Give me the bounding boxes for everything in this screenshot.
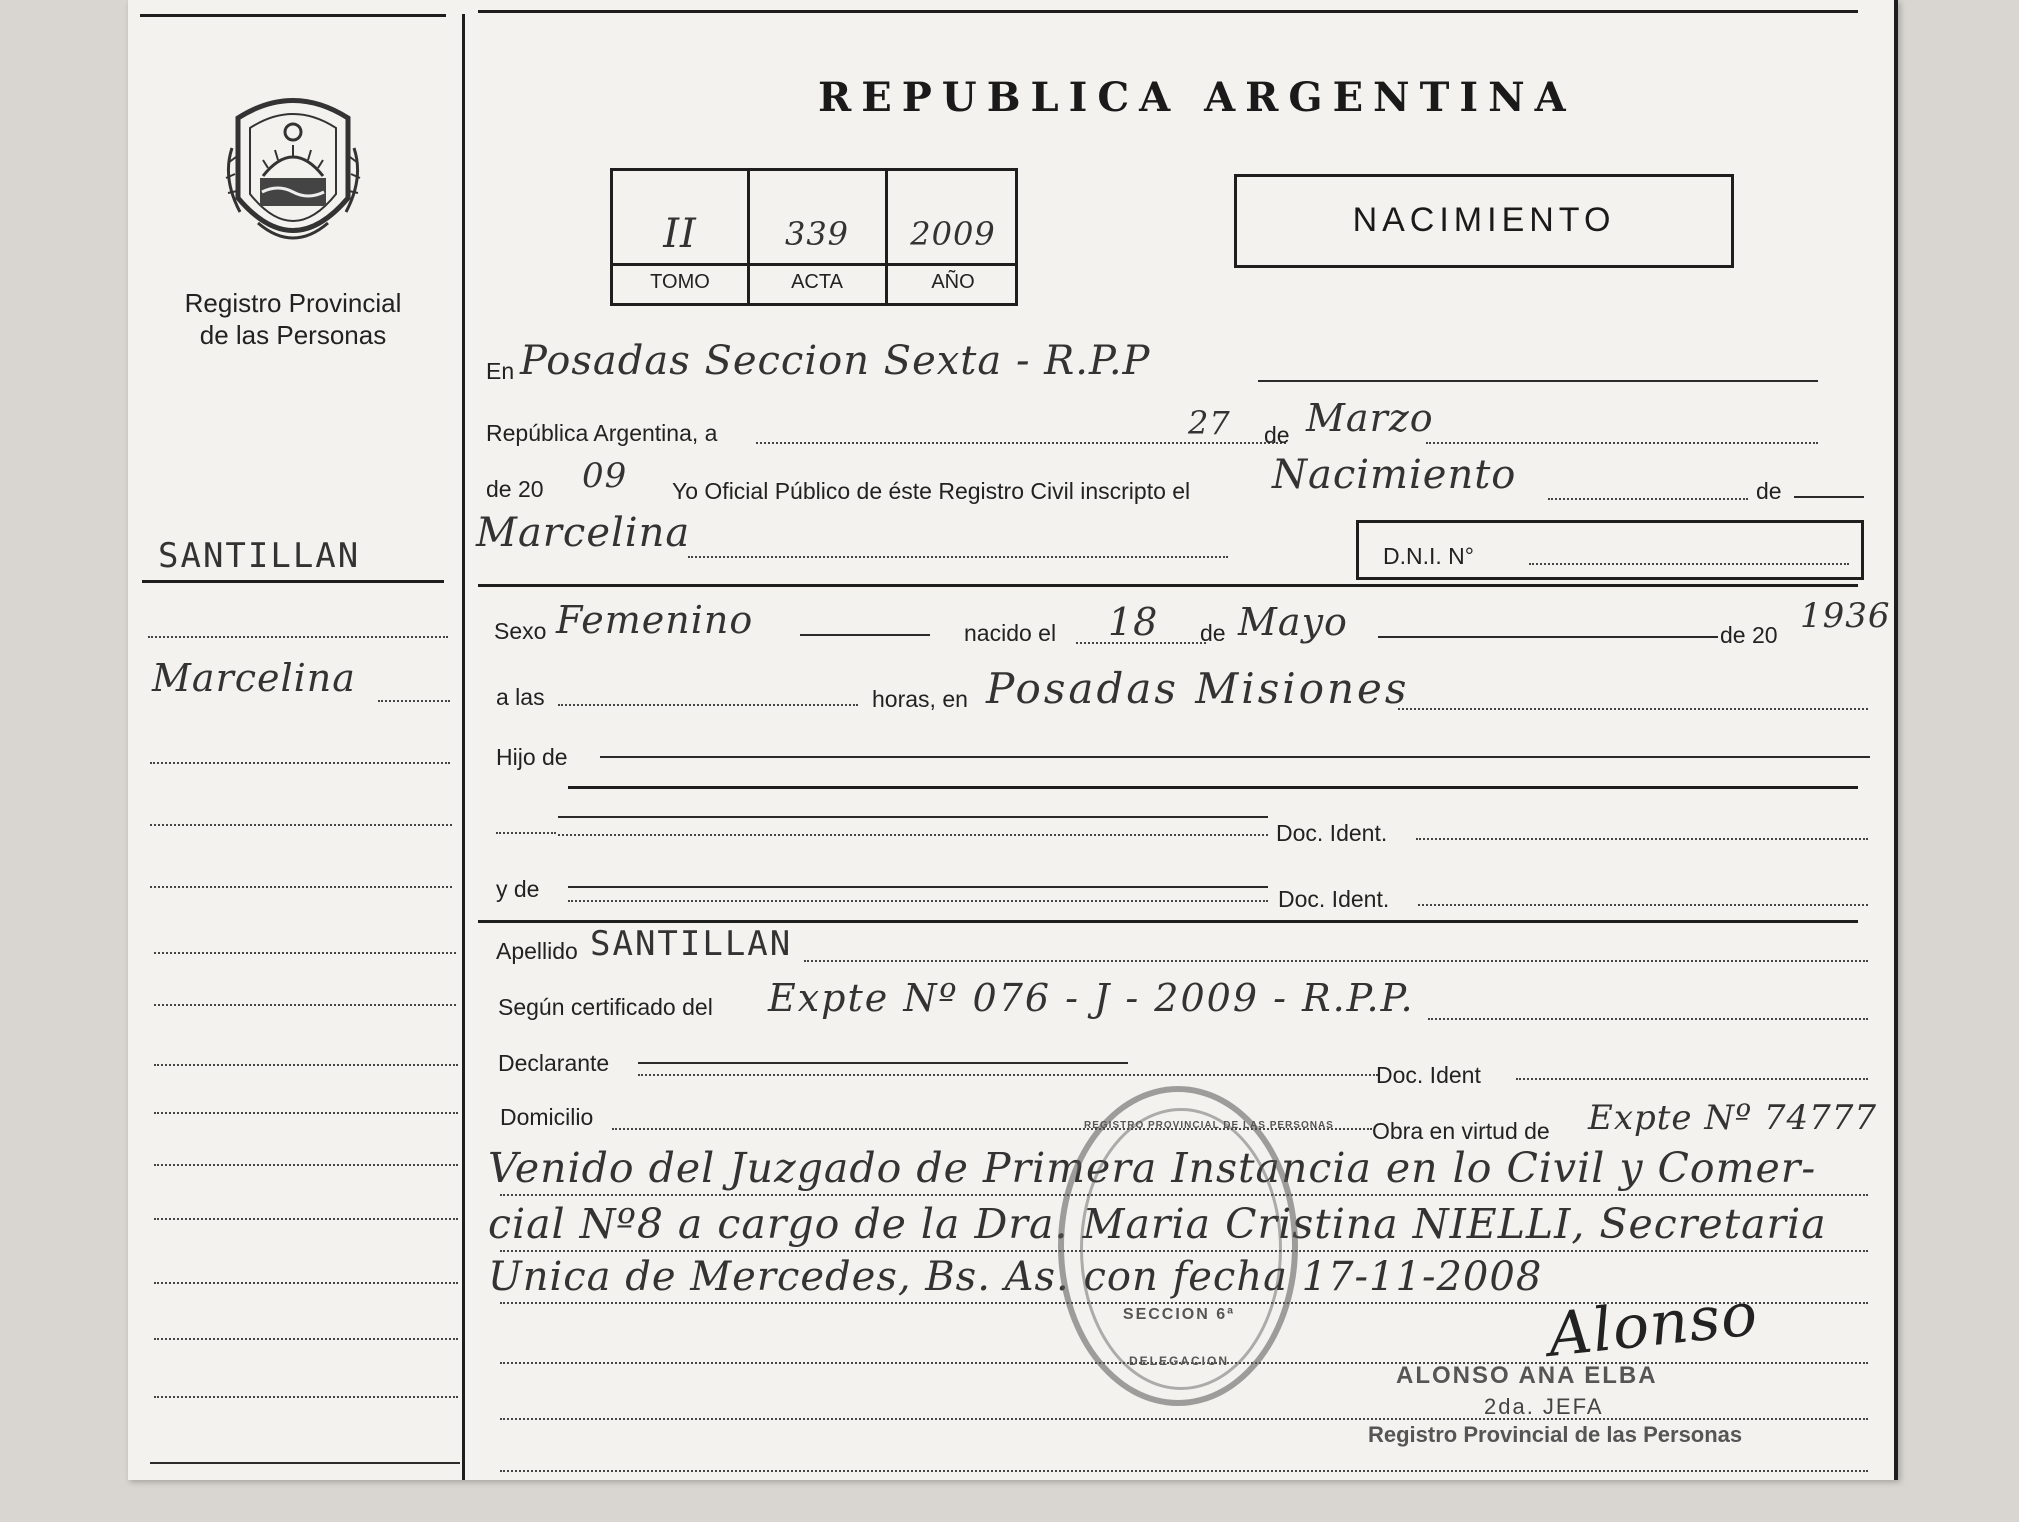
- margin-dotted-line: [154, 1064, 458, 1066]
- de-label-2: de: [1756, 478, 1782, 504]
- margin-dotted-line: [154, 1338, 458, 1340]
- stamp-ring-text: REGISTRO PROVINCIAL DE LAS PERSONAS: [1084, 1120, 1334, 1131]
- margin-dotted-line: [154, 1112, 458, 1114]
- apellido-value: SANTILLAN: [590, 924, 793, 964]
- margin-dotted-line: [154, 1164, 458, 1166]
- segun-value: Expte Nº 076 - J - 2009 - R.P.P.: [768, 976, 1415, 1020]
- notes-dotted-line: [500, 1418, 1868, 1420]
- doc-ident-label-3: Doc. Ident: [1376, 1062, 1481, 1088]
- margin-dotted-line: [150, 762, 450, 764]
- birth-year-value: 1936: [1800, 596, 1891, 636]
- sexo-value: Femenino: [556, 598, 754, 642]
- parent2-dotted-line: [568, 900, 1268, 902]
- segun-label: Según certificado del: [498, 994, 713, 1020]
- margin-dotted-line: [150, 886, 452, 888]
- de20-label: de 20: [1720, 622, 1778, 648]
- sexo-label: Sexo: [494, 618, 547, 644]
- signatory-role: 2da. JEFA: [1484, 1394, 1604, 1419]
- doc-ident-3-dotted-line: [1516, 1078, 1868, 1080]
- year-prefix-label: de 20: [486, 476, 544, 502]
- de-line: [1794, 496, 1864, 498]
- de-label-3: de: [1200, 620, 1226, 646]
- inscripto-value: Nacimiento: [1272, 452, 1517, 498]
- en-label: En: [486, 358, 515, 384]
- margin-dotted-line: [150, 824, 452, 826]
- margin-dotted-line: [154, 1004, 456, 1006]
- inscripto-dotted-line: [1548, 498, 1748, 500]
- column-divider: [462, 14, 465, 1480]
- anio-label: AÑO: [931, 271, 975, 293]
- birth-certificate-sheet: [128, 0, 1898, 1480]
- doc-ident-2-dotted-line: [1418, 904, 1868, 906]
- yde-label: y de: [496, 876, 540, 902]
- section-rule: [478, 920, 1858, 923]
- doc-ident-label-2: Doc. Ident.: [1278, 886, 1390, 912]
- alas-label: a las: [496, 684, 545, 710]
- left-top-rule: [140, 14, 446, 17]
- signatory-office: Registro Provincial de las Personas: [1368, 1422, 1743, 1447]
- obra-value: Expte Nº 74777: [1588, 1098, 1878, 1138]
- signatory-name: ALONSO ANA ELBA: [1396, 1362, 1658, 1389]
- day-value: 27: [1188, 404, 1231, 442]
- oficial-label: Yo Oficial Público de éste Registro Civil inscripto el: [672, 478, 1191, 504]
- tomo-label: TOMO: [650, 271, 710, 293]
- birth-month-value: Mayo: [1238, 600, 1348, 644]
- year-value: 09: [582, 456, 628, 496]
- hijo-line: [600, 756, 1870, 758]
- doc-dotted-line: [496, 832, 556, 834]
- dni-box: [1356, 520, 1864, 580]
- doc-ident-1-dotted-line: [1416, 838, 1868, 840]
- margin-dotted-line: [378, 700, 450, 702]
- name-value: Marcelina: [476, 510, 691, 556]
- margin-dotted-line: [148, 636, 448, 638]
- tomo-value: II: [663, 211, 697, 257]
- anio-value: 2009: [910, 215, 996, 253]
- birth-day-value: 18: [1108, 600, 1159, 644]
- notes-line-1: Venido del Juzgado de Primera Instancia en lo Civil y Comer-: [488, 1144, 1817, 1192]
- alas-dotted-line: [558, 704, 858, 706]
- registry-name-line1: Registro Provincial: [184, 288, 402, 318]
- dni-label: D.N.I. N°: [1383, 543, 1474, 569]
- declarante-dotted-line: [638, 1074, 1378, 1076]
- section-rule: [478, 584, 1858, 587]
- en-line: [1258, 380, 1818, 382]
- sexo-line: [800, 634, 930, 636]
- main-top-rule: [478, 10, 1858, 13]
- en-value: Posadas Seccion Sexta - R.P.P: [520, 338, 1151, 384]
- declarante-line: [638, 1062, 1128, 1064]
- acta-value: 339: [784, 215, 850, 253]
- apellido-label: Apellido: [496, 938, 578, 964]
- parent1-dotted-line: [558, 834, 1268, 836]
- right-border: [1894, 0, 1898, 1480]
- acta-label: ACTA: [791, 271, 843, 293]
- horas-label: horas, en: [872, 686, 968, 712]
- provincial-seal-icon: [218, 88, 368, 263]
- dni-dotted-line: [1529, 563, 1849, 565]
- registry-name-line2: de las Personas: [199, 320, 387, 350]
- notes-dotted-line: [500, 1470, 1868, 1472]
- apellido-dotted-line: [804, 960, 1868, 962]
- margin-dotted-line: [154, 1282, 458, 1284]
- nacido-label: nacido el: [964, 620, 1057, 646]
- birth-month-line: [1378, 636, 1718, 638]
- notes-line-2: cial Nº8 a cargo de la Dra. Maria Cristina NIELLI, Secretaria: [488, 1200, 1827, 1248]
- margin-given-name: Marcelina: [152, 656, 356, 700]
- margin-surname: SANTILLAN: [158, 536, 361, 576]
- margin-bottom-rule: [150, 1462, 460, 1464]
- birth-place-dotted-line: [1398, 708, 1868, 710]
- declarante-label: Declarante: [498, 1050, 610, 1076]
- birth-place-value: Posadas Misiones: [986, 664, 1410, 713]
- rep-dotted-line: [756, 442, 1286, 444]
- record-type-box: [1234, 174, 1734, 268]
- hijo-label: Hijo de: [496, 744, 568, 770]
- record-number-table: [610, 168, 1018, 306]
- notes-line-3: Unica de Mercedes, Bs. As. con fecha 17-11-2008: [488, 1254, 1543, 1300]
- margin-surname-rule: [142, 580, 444, 583]
- month-value: Marzo: [1306, 396, 1434, 440]
- month-dotted-line: [1426, 442, 1818, 444]
- margin-dotted-line: [154, 952, 456, 954]
- doc-ident-label-1: Doc. Ident.: [1276, 820, 1388, 846]
- domicilio-label: Domicilio: [500, 1104, 594, 1130]
- parent1-line: [558, 816, 1268, 818]
- margin-dotted-line: [154, 1218, 458, 1220]
- obra-label: Obra en virtud de: [1372, 1118, 1550, 1144]
- de-label: de: [1264, 422, 1290, 448]
- stamp-center-text: SECCION 6ª: [1122, 1306, 1236, 1323]
- birth-day-dotted-line: [1076, 642, 1206, 644]
- stamp-side-text: DELEGACION: [1128, 1354, 1229, 1368]
- record-type-label: NACIMIENTO: [1352, 201, 1616, 239]
- margin-dotted-line: [154, 1396, 458, 1398]
- name-dotted-line: [688, 556, 1228, 558]
- signature-scrawl: Alonso: [1544, 1279, 1762, 1371]
- page-title: REPUBLICA ARGENTINA: [818, 74, 1576, 121]
- hijo-rule: [568, 786, 1858, 789]
- parent2-line: [568, 886, 1268, 888]
- rep-label: República Argentina, a: [486, 420, 718, 446]
- segun-dotted-line: [1428, 1018, 1868, 1020]
- official-stamp: [1058, 1086, 1334, 1406]
